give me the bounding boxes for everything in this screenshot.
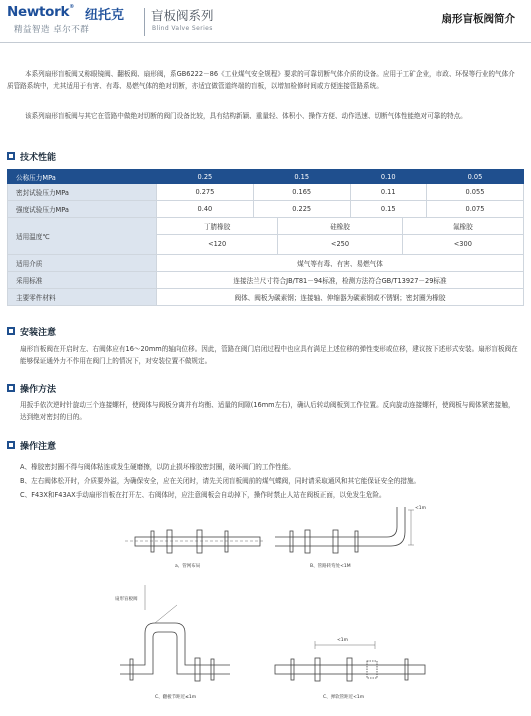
scheme-d-pipeline — [275, 641, 425, 681]
row-label: 强度试验压力MPa — [8, 201, 157, 218]
caution-item-b: B、左右阀体松开时，介质要外溢，为确保安全，应在关闭时，请先关闭盲板阀前的煤气蝶阀，同时请采取通风和其它能保证安全的措施。 — [20, 477, 421, 485]
page-header — [0, 0, 531, 42]
table-cell: 煤气等有毒、有害、易燃气体 — [157, 255, 524, 272]
section-square-icon — [7, 327, 15, 335]
table-cell: 连接法兰尺寸符合JB/T81－94标准，检测方法符合GB/T13927－29标准 — [157, 272, 524, 289]
valve-callout: 扇形盲板阀 — [115, 597, 138, 602]
scheme-a-pipeline — [125, 530, 265, 553]
row-label: 密封试验压力MPa — [8, 184, 157, 201]
table-cell: 0.25 — [157, 170, 254, 184]
table-cell: 0.275 — [157, 184, 254, 201]
section-heading-operate — [7, 381, 56, 395]
intro-paragraph-2: 该系列扇形盲板阀与其它在管路中做绝对切断的阀门设备比较，具有结构新颖、重量轻、体积小、操作方便、动作迅速、切断气体性能绝对可靠的特点。 — [25, 112, 467, 120]
table-cell: 0.10 — [350, 170, 426, 184]
temperature-subtable — [157, 218, 523, 254]
row-label: 主要零件材料 — [8, 289, 157, 306]
table-cell: 0.15 — [350, 201, 426, 218]
table-cell: 0.165 — [253, 184, 350, 201]
registered-mark: ® — [69, 4, 74, 10]
series-title-cn: 盲板阀系列 — [151, 8, 214, 23]
caption-a: a、管网布局 — [175, 564, 201, 569]
caution-item-c: C、F43X和F43AX手动扇形盲板在打开左、右阀体时，应注意阀板会自动掉下，操作时禁止人站在阀板正面，以免发生危险。 — [20, 491, 386, 499]
brand-name-cn: 纽托克 — [85, 8, 125, 23]
section-heading-text: 安装注意 — [20, 327, 57, 338]
header-divider — [144, 8, 145, 36]
caution-item-a: A、橡胶密封圈不得与阀体粘连或发生硬磨擦，以防止损坏橡胶密封圈，破坏阀门的工作性能。 — [20, 463, 295, 471]
caption-c: C、翻板节距近≤1m — [155, 695, 197, 700]
table-cell: 0.055 — [426, 184, 523, 201]
row-label: 公称压力MPa — [8, 170, 157, 184]
caution-list — [20, 460, 520, 502]
brand-logo-text: Newtork — [7, 4, 70, 20]
section-square-icon — [7, 152, 15, 160]
table-cell: 0.225 — [253, 201, 350, 218]
caption-b: B、管路转弯处<1M — [310, 564, 351, 569]
temperature-value: <300 — [453, 240, 472, 249]
table-cell: 0.11 — [350, 184, 426, 201]
material-cell: 氟橡胶 — [402, 218, 523, 234]
row-label: 适用温度℃ — [8, 218, 157, 255]
section-square-icon — [7, 441, 15, 449]
section-heading-text: 技术性能 — [20, 152, 57, 163]
table-cell: 0.40 — [157, 201, 254, 218]
section-heading-install — [7, 324, 56, 338]
temperature-cell — [157, 218, 524, 255]
table-row-seal — [8, 184, 524, 201]
brand-logo — [7, 4, 74, 20]
dimension-label-2: <1m — [337, 638, 349, 643]
operate-text: 用扳手依次逆时针旋动三个连接螺杆，使阀体与阀板分离并有均衡、适量的间隙(16mm左右)，确认后转动阀板到工作位置。反向旋动连接螺杆，使阀板与阀体紧密接触，达到绝对密封的目的。 — [20, 401, 515, 421]
intro-paragraph-1: 本系列扇形盲板阀又称眼镜阀、翻板阀、扇形阀，系GB6222－86《工业煤气安全规程》要求的可靠切断气体介质的设备。应用于工矿企业，市政、环保等行业的气体介质管路系统中，尤其适用于有害、有毒、易燃气体的绝对切断，亦适宜做管道终端的盲板，以增加检修时间或方便连接管路系统。 — [7, 70, 515, 90]
table-row-nominal — [8, 170, 524, 184]
row-label: 采用标准 — [8, 272, 157, 289]
table-cell: 阀体、阀板为碳素钢；连接轴、伸缩器为碳素钢或不锈钢；密封圈为橡胶 — [157, 289, 524, 306]
dimension-label-1: <1m — [415, 506, 427, 511]
installation-diagram — [115, 505, 445, 710]
section-heading-text: 操作方法 — [20, 384, 57, 395]
header-rule — [0, 42, 531, 43]
table-cell: 0.05 — [426, 170, 523, 184]
temperature-value: <250 — [278, 234, 402, 254]
scheme-b-pipeline — [275, 507, 414, 553]
section-heading-text: 操作注意 — [20, 441, 57, 452]
page-title: 扇形盲板阀简介 — [441, 13, 515, 25]
row-label: 适用介质 — [8, 255, 157, 272]
temperature-value: <120 — [157, 234, 278, 254]
table-row-strength — [8, 201, 524, 218]
spec-table — [7, 169, 524, 306]
table-row-standard — [8, 272, 524, 289]
table-row-temperature — [8, 218, 524, 255]
table-row-parts — [8, 289, 524, 306]
material-row — [157, 218, 523, 234]
series-title-en: Blind Valve Series — [152, 25, 213, 32]
table-cell: 0.15 — [253, 170, 350, 184]
install-text: 扇形盲板阀在开启时左、右阀体应有16～20mm的轴向位移。因此，管路在阀门启闭过程中也应具有满足上述位移的弹性变形或位移，建议按下述形式安装。扇形盲板阀在能够保证通外力不作用在阀门上的情况下，对安装位置不做规定。 — [20, 345, 518, 365]
leader-line — [155, 605, 177, 623]
section-square-icon — [7, 384, 15, 392]
table-cell: 0.075 — [426, 201, 523, 218]
material-cell: 硅橡胶 — [278, 218, 402, 234]
section-heading-tech — [7, 149, 56, 163]
temperature-value-row — [157, 234, 523, 254]
brand-slogan: 精益智造 卓尔不群 — [14, 25, 90, 35]
section-heading-caution — [7, 438, 56, 452]
material-cell: 丁腈橡胶 — [157, 218, 278, 234]
caption-d: C、弹软管距近<1m — [323, 695, 365, 700]
table-row-medium — [8, 255, 524, 272]
